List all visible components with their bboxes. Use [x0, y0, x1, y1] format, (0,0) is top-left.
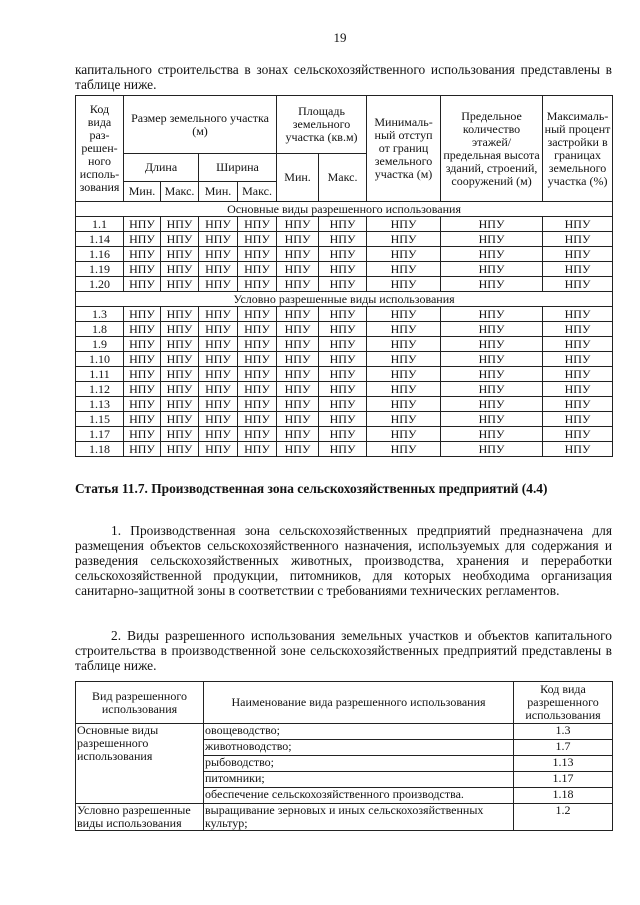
- section-row: [76, 292, 613, 307]
- cell-value: НПУ: [199, 337, 238, 352]
- cell-value: НПУ: [277, 247, 319, 262]
- cell-value: НПУ: [124, 247, 161, 262]
- cell-value: НПУ: [441, 307, 543, 322]
- cell-value: НПУ: [319, 427, 367, 442]
- cell-value: НПУ: [441, 442, 543, 457]
- table-row: [76, 337, 613, 352]
- cell-value: НПУ: [124, 277, 161, 292]
- cell-value: НПУ: [124, 232, 161, 247]
- header-area-max: Макс.: [319, 154, 367, 202]
- cell-value: НПУ: [277, 277, 319, 292]
- table-row: [76, 232, 613, 247]
- table-row: [76, 442, 613, 457]
- cell-value: НПУ: [367, 322, 441, 337]
- cell-value: НПУ: [367, 307, 441, 322]
- row-code: 1.19: [76, 262, 124, 277]
- cell-value: НПУ: [199, 247, 238, 262]
- cell-value: НПУ: [319, 262, 367, 277]
- cell-value: НПУ: [277, 262, 319, 277]
- cell-value: НПУ: [161, 337, 199, 352]
- cell-value: НПУ: [367, 337, 441, 352]
- cell-value: НПУ: [238, 217, 277, 232]
- cell-value: НПУ: [277, 352, 319, 367]
- cell-value: НПУ: [238, 247, 277, 262]
- cell-value: НПУ: [441, 397, 543, 412]
- cell-value: НПУ: [543, 412, 613, 427]
- row-code: 1.13: [76, 397, 124, 412]
- cell-value: НПУ: [161, 352, 199, 367]
- cell-value: НПУ: [161, 307, 199, 322]
- cell-value: НПУ: [238, 412, 277, 427]
- cell-value: НПУ: [441, 322, 543, 337]
- cell-value: НПУ: [441, 352, 543, 367]
- table-row: [76, 397, 613, 412]
- cell-value: НПУ: [319, 367, 367, 382]
- header-width: Ширина: [199, 154, 277, 182]
- cell-value: НПУ: [238, 277, 277, 292]
- header-floors: Предельное количество этажей/ предельная высота зданий, строений, сооружений (м): [441, 96, 543, 202]
- cell-value: НПУ: [161, 232, 199, 247]
- cell-value: НПУ: [367, 277, 441, 292]
- cell-value: НПУ: [319, 382, 367, 397]
- cell-value: НПУ: [199, 352, 238, 367]
- cell-value: НПУ: [543, 382, 613, 397]
- row-code: 1.1: [76, 217, 124, 232]
- cell-value: НПУ: [161, 442, 199, 457]
- cell-value: НПУ: [238, 337, 277, 352]
- article-paragraph-1: 1. Производственная зона сельскохозяйственных предприятий предназначена для размещения объектов сельскохозяйственного назначения, используемых для содержания и разведения сельскохозяйственных животных, производства, хранения и переработки сельскохозяйственной продукции, питомников, для которых необходима организация санитарно-защитной зоны в соответствии с требованиями технических регламентов.: [75, 523, 612, 598]
- cell-value: НПУ: [277, 337, 319, 352]
- cell-value: НПУ: [543, 307, 613, 322]
- cell-value: НПУ: [161, 382, 199, 397]
- cell-value: НПУ: [238, 352, 277, 367]
- cell-value: НПУ: [319, 412, 367, 427]
- cell-value: НПУ: [319, 397, 367, 412]
- cell-value: НПУ: [199, 442, 238, 457]
- cell-value: НПУ: [238, 427, 277, 442]
- use-code: 1.18: [514, 788, 613, 804]
- cell-value: НПУ: [543, 427, 613, 442]
- article-paragraph-2: 2. Виды разрешенного использования земельных участков и объектов капитального строительства в производственной зоне сельскохозяйственных предприятий представлены в таблице ниже.: [75, 628, 612, 673]
- cell-value: НПУ: [124, 397, 161, 412]
- cell-value: НПУ: [277, 442, 319, 457]
- cell-value: НПУ: [319, 322, 367, 337]
- table-row: [76, 412, 613, 427]
- cell-value: НПУ: [543, 217, 613, 232]
- use-type: Условно разрешенные виды использования: [76, 804, 204, 831]
- intro-text: капитального строительства в зонах сельскохозяйственного использования представлены в таблице ниже.: [75, 62, 612, 92]
- cell-value: НПУ: [238, 442, 277, 457]
- cell-value: НПУ: [199, 217, 238, 232]
- cell-value: НПУ: [367, 352, 441, 367]
- cell-value: НПУ: [543, 397, 613, 412]
- header-area: Площадь земельного участка (кв.м): [277, 96, 367, 154]
- table-row: [76, 277, 613, 292]
- cell-value: НПУ: [543, 352, 613, 367]
- cell-value: НПУ: [319, 277, 367, 292]
- cell-value: НПУ: [319, 247, 367, 262]
- cell-value: НПУ: [319, 307, 367, 322]
- use-name: выращивание зерновых и иных сельскохозяйственных культур;: [204, 804, 514, 831]
- cell-value: НПУ: [161, 322, 199, 337]
- cell-value: НПУ: [543, 337, 613, 352]
- cell-value: НПУ: [124, 217, 161, 232]
- use-code: 1.3: [514, 724, 613, 740]
- permitted-use-table: [75, 681, 613, 831]
- row-code: 1.10: [76, 352, 124, 367]
- cell-value: НПУ: [238, 232, 277, 247]
- row-code: 1.11: [76, 367, 124, 382]
- use-code: 1.7: [514, 740, 613, 756]
- table-row: [76, 247, 613, 262]
- cell-value: НПУ: [367, 412, 441, 427]
- cell-value: НПУ: [441, 247, 543, 262]
- cell-value: НПУ: [319, 442, 367, 457]
- use-name: овощеводство;: [204, 724, 514, 740]
- use-code: 1.2: [514, 804, 613, 831]
- cell-value: НПУ: [199, 232, 238, 247]
- cell-value: НПУ: [124, 337, 161, 352]
- cell-value: НПУ: [441, 262, 543, 277]
- cell-value: НПУ: [367, 442, 441, 457]
- cell-value: НПУ: [199, 277, 238, 292]
- cell-value: НПУ: [319, 352, 367, 367]
- header-width-max: Макс.: [238, 182, 277, 202]
- cell-value: НПУ: [277, 307, 319, 322]
- cell-value: НПУ: [441, 427, 543, 442]
- table-row: [76, 262, 613, 277]
- row-code: 1.18: [76, 442, 124, 457]
- cell-value: НПУ: [367, 397, 441, 412]
- table-row: [76, 367, 613, 382]
- row-code: 1.14: [76, 232, 124, 247]
- table-row: [76, 427, 613, 442]
- cell-value: НПУ: [441, 382, 543, 397]
- cell-value: НПУ: [199, 382, 238, 397]
- cell-value: НПУ: [199, 262, 238, 277]
- table-row: [76, 217, 613, 232]
- cell-value: НПУ: [238, 322, 277, 337]
- cell-value: НПУ: [367, 232, 441, 247]
- cell-value: НПУ: [161, 412, 199, 427]
- cell-value: НПУ: [543, 277, 613, 292]
- cell-value: НПУ: [277, 382, 319, 397]
- row-code: 1.9: [76, 337, 124, 352]
- header-width-min: Мин.: [199, 182, 238, 202]
- cell-value: НПУ: [319, 217, 367, 232]
- cell-value: НПУ: [124, 367, 161, 382]
- table-row: [76, 322, 613, 337]
- cell-value: НПУ: [441, 217, 543, 232]
- cell-value: НПУ: [277, 397, 319, 412]
- use-name: обеспечение сельскохозяйственного производства.: [204, 788, 514, 804]
- table-row: [76, 382, 613, 397]
- row-code: 1.20: [76, 277, 124, 292]
- header-use-type: Вид разрешенного использования: [76, 682, 204, 724]
- use-name: животноводство;: [204, 740, 514, 756]
- header-size: Размер земельного участка (м): [124, 96, 277, 154]
- use-code: 1.13: [514, 756, 613, 772]
- cell-value: НПУ: [124, 412, 161, 427]
- article-heading: Статья 11.7. Производственная зона сельскохозяйственных предприятий (4.4): [75, 481, 548, 496]
- cell-value: НПУ: [238, 382, 277, 397]
- cell-value: НПУ: [124, 322, 161, 337]
- cell-value: НПУ: [441, 412, 543, 427]
- cell-value: НПУ: [277, 322, 319, 337]
- land-parameters-table: [75, 95, 613, 457]
- cell-value: НПУ: [238, 397, 277, 412]
- cell-value: НПУ: [441, 337, 543, 352]
- cell-value: НПУ: [277, 217, 319, 232]
- cell-value: НПУ: [238, 262, 277, 277]
- table-row: [76, 724, 613, 740]
- use-name: рыбоводство;: [204, 756, 514, 772]
- section-title: Условно разрешенные виды использования: [76, 292, 613, 307]
- cell-value: НПУ: [367, 262, 441, 277]
- header-percent: Максималь-ный процент застройки в границах земельного участка (%): [543, 96, 613, 202]
- cell-value: НПУ: [543, 442, 613, 457]
- row-code: 1.17: [76, 427, 124, 442]
- page-number: 19: [333, 30, 347, 45]
- row-code: 1.8: [76, 322, 124, 337]
- cell-value: НПУ: [543, 262, 613, 277]
- cell-value: НПУ: [441, 232, 543, 247]
- cell-value: НПУ: [238, 367, 277, 382]
- cell-value: НПУ: [319, 232, 367, 247]
- cell-value: НПУ: [367, 382, 441, 397]
- cell-value: НПУ: [367, 247, 441, 262]
- cell-value: НПУ: [543, 232, 613, 247]
- cell-value: НПУ: [199, 412, 238, 427]
- cell-value: НПУ: [124, 352, 161, 367]
- cell-value: НПУ: [319, 337, 367, 352]
- header-use-code: Код вида разрешенного использования: [514, 682, 613, 724]
- cell-value: НПУ: [367, 217, 441, 232]
- cell-value: НПУ: [199, 397, 238, 412]
- cell-value: НПУ: [199, 427, 238, 442]
- row-code: 1.3: [76, 307, 124, 322]
- cell-value: НПУ: [441, 277, 543, 292]
- cell-value: НПУ: [199, 367, 238, 382]
- header-length-min: Мин.: [124, 182, 161, 202]
- cell-value: НПУ: [124, 382, 161, 397]
- cell-value: НПУ: [161, 367, 199, 382]
- cell-value: НПУ: [277, 367, 319, 382]
- cell-value: НПУ: [161, 397, 199, 412]
- header-length-max: Макс.: [161, 182, 199, 202]
- header-setback: Минималь-ный отступ от границ земельного участка (м): [367, 96, 441, 202]
- cell-value: НПУ: [124, 262, 161, 277]
- cell-value: НПУ: [277, 412, 319, 427]
- row-code: 1.16: [76, 247, 124, 262]
- header-code: Код вида раз-решен-ного исполь-зования: [76, 96, 124, 202]
- use-code: 1.17: [514, 772, 613, 788]
- cell-value: НПУ: [161, 427, 199, 442]
- cell-value: НПУ: [543, 367, 613, 382]
- cell-value: НПУ: [367, 367, 441, 382]
- cell-value: НПУ: [367, 427, 441, 442]
- cell-value: НПУ: [277, 427, 319, 442]
- table-row: [76, 307, 613, 322]
- table-row: [76, 352, 613, 367]
- cell-value: НПУ: [124, 427, 161, 442]
- header-area-min: Мин.: [277, 154, 319, 202]
- cell-value: НПУ: [124, 307, 161, 322]
- header-length: Длина: [124, 154, 199, 182]
- cell-value: НПУ: [161, 217, 199, 232]
- section-row: [76, 202, 613, 217]
- cell-value: НПУ: [161, 277, 199, 292]
- cell-value: НПУ: [199, 322, 238, 337]
- cell-value: НПУ: [161, 262, 199, 277]
- table-row: [76, 804, 613, 831]
- cell-value: НПУ: [277, 232, 319, 247]
- cell-value: НПУ: [543, 322, 613, 337]
- cell-value: НПУ: [161, 247, 199, 262]
- row-code: 1.12: [76, 382, 124, 397]
- use-type: Основные виды разрешенного использования: [76, 724, 204, 804]
- header-use-name: Наименование вида разрешенного использования: [204, 682, 514, 724]
- cell-value: НПУ: [199, 307, 238, 322]
- section-title: Основные виды разрешенного использования: [76, 202, 613, 217]
- cell-value: НПУ: [238, 307, 277, 322]
- cell-value: НПУ: [543, 247, 613, 262]
- cell-value: НПУ: [124, 442, 161, 457]
- use-name: питомники;: [204, 772, 514, 788]
- row-code: 1.15: [76, 412, 124, 427]
- cell-value: НПУ: [441, 367, 543, 382]
